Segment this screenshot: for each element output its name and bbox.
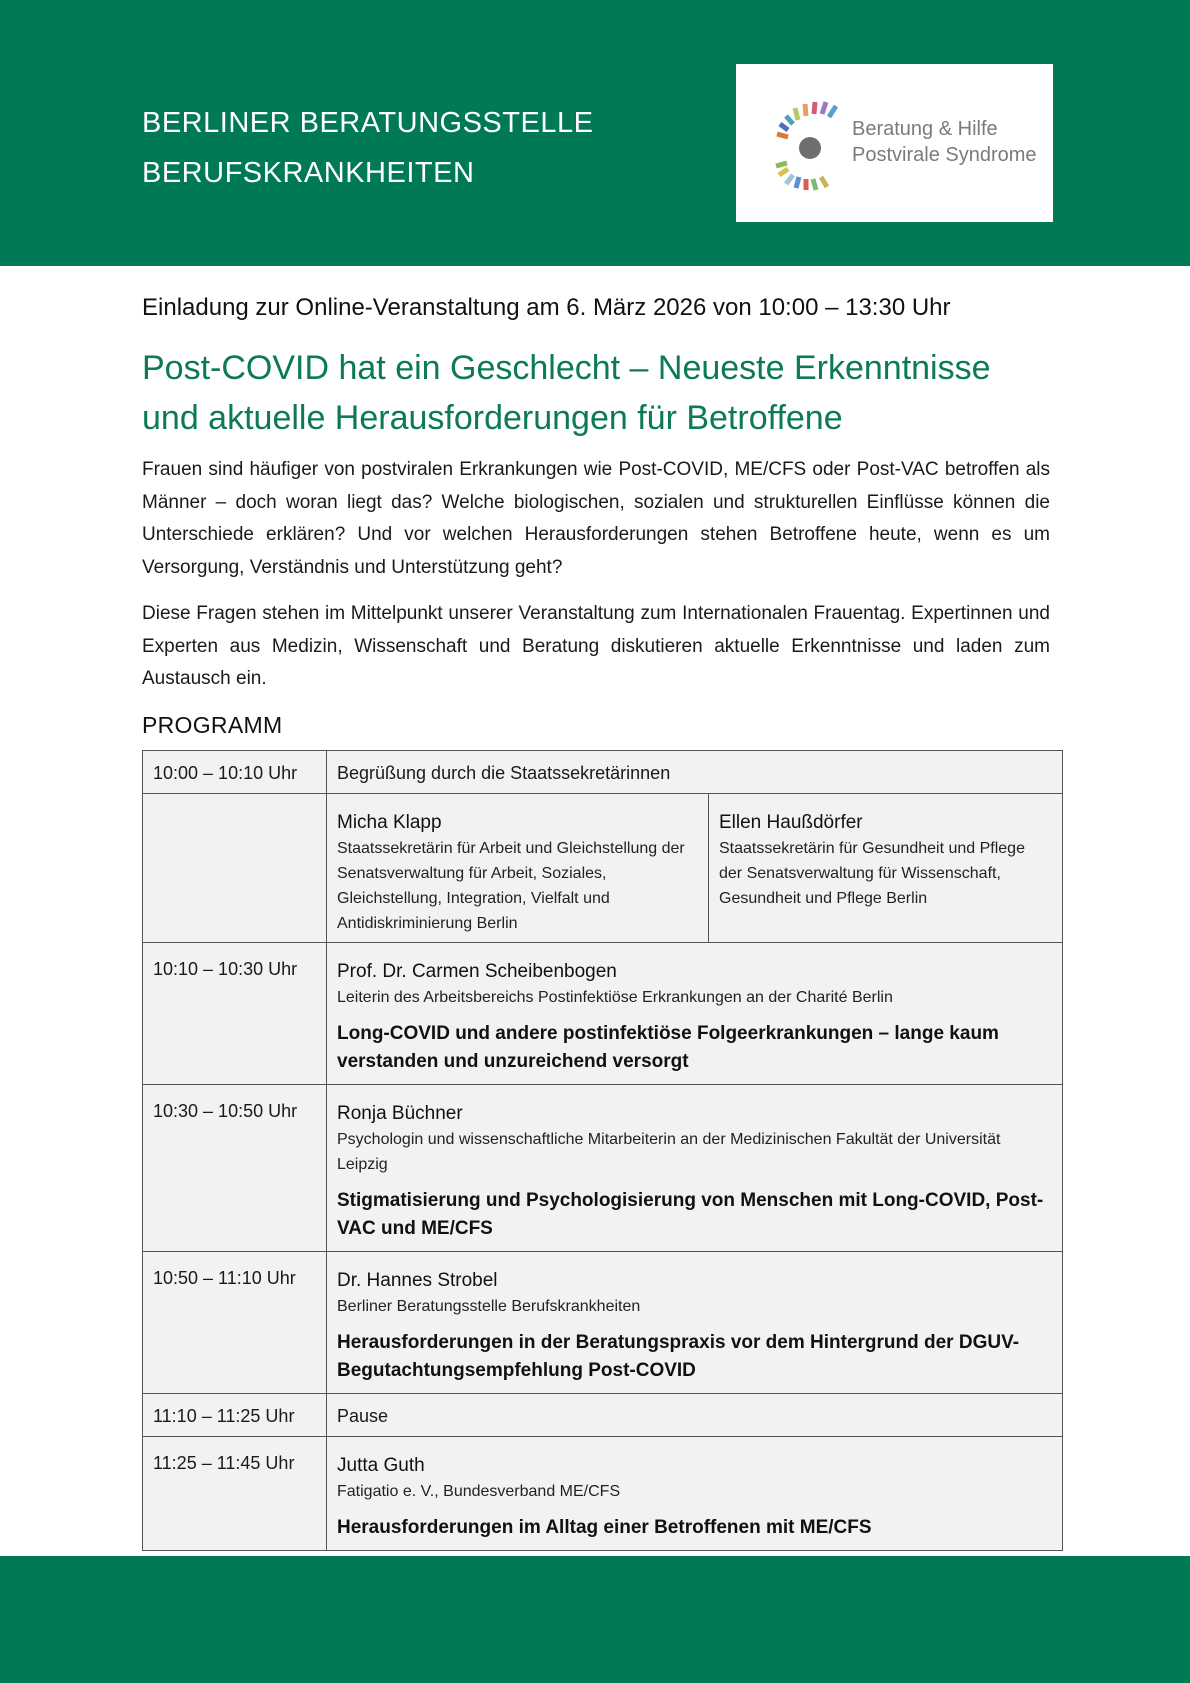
speaker-name: Jutta Guth bbox=[337, 1455, 425, 1476]
event-headline bbox=[142, 343, 1072, 443]
headline-line2: und aktuelle Herausforderungen für Betroffene bbox=[142, 399, 843, 437]
talk-cell bbox=[327, 1437, 1063, 1551]
speaker-name: Ronja Büchner bbox=[337, 1103, 463, 1124]
talk-title: Herausforderungen im Alltag einer Betroffenen mit ME/CFS bbox=[337, 1517, 872, 1538]
table-row bbox=[143, 943, 1063, 1085]
pause-text: Pause bbox=[337, 1406, 389, 1426]
intro-paragraph-2: Diese Fragen stehen im Mittelpunkt unserer Veranstaltung zum Internationalen Frauentag. Expertinnen und Experten aus Medizin, Wissenschaft und Beratung diskutieren aktuelle Erkenntnisse und laden zum Austausch ein. bbox=[142, 603, 1050, 689]
logo bbox=[736, 64, 1053, 222]
talk-title: Stigmatisierung und Psychologisierung von Menschen mit Long-COVID, Post-VAC und ME/CFS bbox=[337, 1190, 1044, 1239]
table-row bbox=[143, 1085, 1063, 1252]
speaker-name: Prof. Dr. Carmen Scheibenbogen bbox=[337, 961, 617, 982]
talk-cell bbox=[327, 1252, 1063, 1394]
org-title-line2: BERUFSKRANKHEITEN bbox=[142, 157, 475, 189]
org-title-line1: BERLINER BERATUNGSSTELLE bbox=[142, 107, 594, 139]
speaker-description: Staatssekretärin für Arbeit und Gleichstellung der Senatsverwaltung für Arbeit, Soziales, Gleichstellung, Integration, Vielfalt und Antidiskriminierung Berlin bbox=[337, 840, 685, 932]
time-cell: 10:00 – 10:10 Uhr bbox=[143, 751, 327, 794]
time-cell: 10:50 – 11:10 Uhr bbox=[143, 1252, 327, 1394]
speaker-description: Berliner Beratungsstelle Berufskrankheiten bbox=[337, 1298, 641, 1315]
welcome-cell bbox=[327, 751, 1063, 794]
logo-text-line2: Postvirale Syndrome bbox=[852, 144, 1037, 166]
table-row bbox=[143, 1252, 1063, 1394]
logo-text-line1: Beratung & Hilfe bbox=[852, 118, 998, 140]
talk-cell bbox=[327, 943, 1063, 1085]
speaker-name: Ellen Haußdörfer bbox=[719, 812, 863, 833]
time-cell: 11:10 – 11:25 Uhr bbox=[143, 1394, 327, 1437]
logo-text bbox=[852, 116, 1037, 168]
table-row bbox=[143, 794, 1063, 943]
program-heading: PROGRAMM bbox=[142, 712, 283, 738]
invitation-line: Einladung zur Online-Veranstaltung am 6. März 2026 von 10:00 – 13:30 Uhr bbox=[142, 294, 951, 321]
table-row bbox=[143, 1394, 1063, 1437]
time-cell-empty bbox=[143, 794, 327, 943]
header-band bbox=[0, 0, 1190, 266]
speaker-description: Fatigatio e. V., Bundesverband ME/CFS bbox=[337, 1483, 621, 1500]
intro-paragraph-1: Frauen sind häufiger von postviralen Erkrankungen wie Post-COVID, ME/CFS oder Post-VAC betroffen als Männer – doch woran liegt das? Welche biologischen, sozialen und strukturellen Einflüsse können die Unterschiede erklären? Und vor welchen Herausforderungen stehen Betroffene heute, wenn es um Versorgung, Verständnis und Unterstützung geht? bbox=[142, 459, 1050, 578]
speaker-cell-right bbox=[709, 794, 1063, 943]
time-cell: 11:25 – 11:45 Uhr bbox=[143, 1437, 327, 1551]
speaker-name: Micha Klapp bbox=[337, 812, 442, 833]
org-title bbox=[142, 98, 593, 198]
footer-band bbox=[0, 1556, 1190, 1683]
table-row bbox=[143, 1437, 1063, 1551]
intro-text bbox=[142, 454, 1050, 710]
talk-title: Long-COVID und andere postinfektiöse Folgeerkrankungen – lange kaum verstanden und unzureichend versorgt bbox=[337, 1023, 999, 1072]
talk-title: Herausforderungen in der Beratungspraxis vor dem Hintergrund der DGUV-Begutachtungsempfehlung Post-COVID bbox=[337, 1332, 1020, 1381]
speaker-name: Dr. Hannes Strobel bbox=[337, 1270, 498, 1291]
time-cell: 10:30 – 10:50 Uhr bbox=[143, 1085, 327, 1252]
table-row bbox=[143, 751, 1063, 794]
speaker-description: Staatssekretärin für Gesundheit und Pflege der Senatsverwaltung für Wissenschaft, Gesundheit und Pflege Berlin bbox=[719, 840, 1025, 907]
welcome-text: Begrüßung durch die Staatssekretärinnen bbox=[337, 763, 671, 783]
talk-cell bbox=[327, 1085, 1063, 1252]
speaker-description: Leiterin des Arbeitsbereichs Postinfektiöse Erkrankungen an der Charité Berlin bbox=[337, 989, 893, 1006]
headline-line1: Post-COVID hat ein Geschlecht – Neueste Erkenntnisse bbox=[142, 349, 991, 387]
pause-cell bbox=[327, 1394, 1063, 1437]
time-cell: 10:10 – 10:30 Uhr bbox=[143, 943, 327, 1085]
speaker-cell-left bbox=[327, 794, 709, 943]
speaker-description: Psychologin und wissenschaftliche Mitarbeiterin an der Medizinischen Fakultät der Universität Leipzig bbox=[337, 1131, 1001, 1173]
program-table bbox=[142, 750, 1063, 1551]
